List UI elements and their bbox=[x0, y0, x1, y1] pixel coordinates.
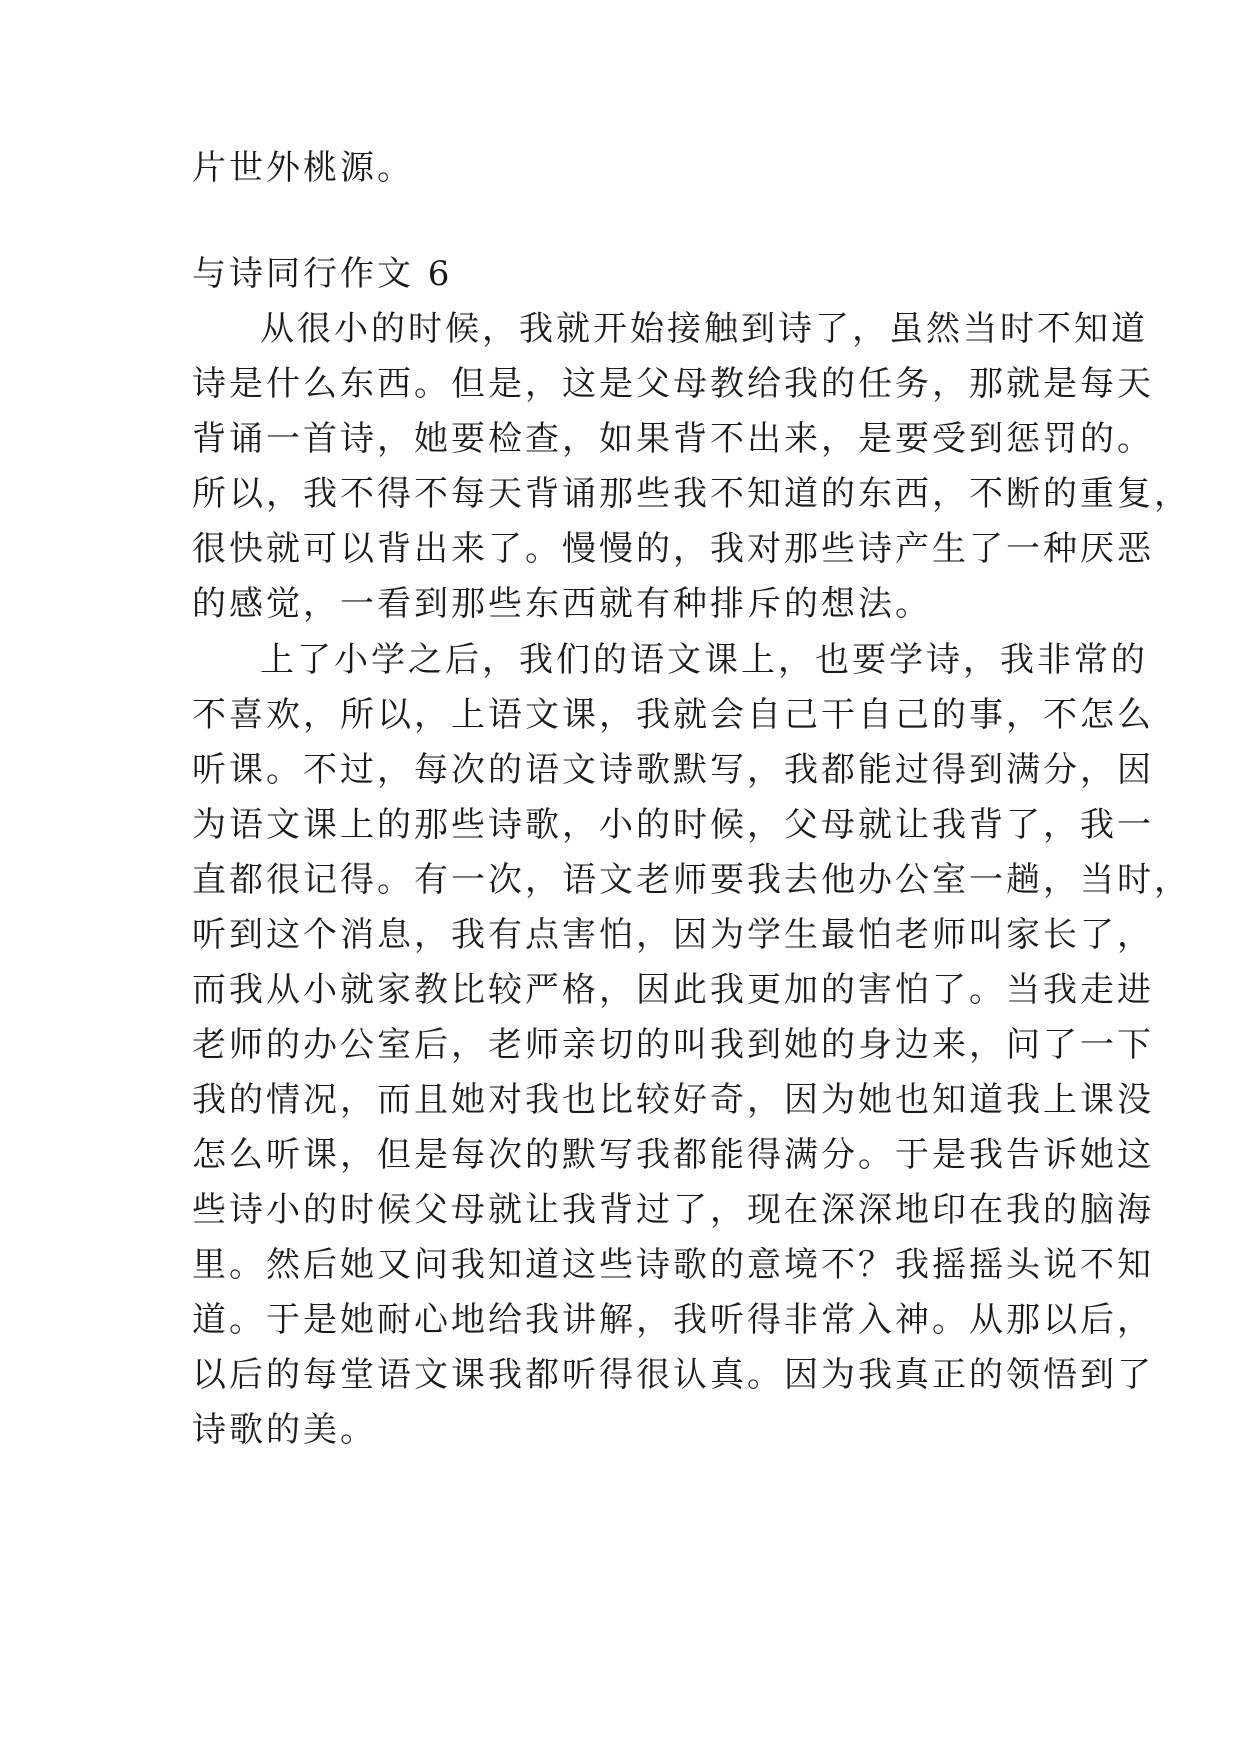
paragraph-2-line-9: 我的情况，而且她对我也比较好奇，因为她也知道我上课没 bbox=[192, 1080, 1154, 1120]
paragraph-1-line-6: 的感觉，一看到那些东西就有种排斥的想法。 bbox=[192, 584, 932, 624]
section-title: 与诗同行作文 6 bbox=[192, 254, 453, 294]
paragraph-1-line-2: 诗是什么东西。但是，这是父母教给我的任务，那就是每天 bbox=[192, 364, 1154, 404]
paragraph-1-line-3: 背诵一首诗，她要检查，如果背不出来，是要受到惩罚的。 bbox=[192, 419, 1154, 459]
paragraph-1-line-5: 很快就可以背出来了。慢慢的，我对那些诗产生了一种厌恶 bbox=[192, 529, 1154, 569]
paragraph-2-line-2: 不喜欢，所以，上语文课，我就会自己干自己的事，不怎么 bbox=[192, 695, 1154, 735]
paragraph-2-line-13: 道。于是她耐心地给我讲解，我听得非常入神。从那以后， bbox=[192, 1300, 1154, 1340]
paragraph-2-line-8: 老师的办公室后，老师亲切的叫我到她的身边来，问了一下 bbox=[192, 1025, 1154, 1065]
paragraph-2-line-14: 以后的每堂语文课我都听得很认真。因为我真正的领悟到了 bbox=[192, 1355, 1154, 1395]
paragraph-1-line-4: 所以，我不得不每天背诵那些我不知道的东西，不断的重复， bbox=[192, 474, 1191, 514]
paragraph-2-line-3: 听课。不过，每次的语文诗歌默写，我都能过得到满分，因 bbox=[192, 750, 1154, 790]
paragraph-2-line-15: 诗歌的美。 bbox=[192, 1410, 377, 1450]
paragraph-2-line-6: 听到这个消息，我有点害怕，因为学生最怕老师叫家长了， bbox=[192, 915, 1154, 955]
paragraph-2-line-7: 而我从小就家教比较严格，因此我更加的害怕了。当我走进 bbox=[192, 970, 1154, 1010]
continued-text: 片世外桃源。 bbox=[192, 148, 414, 188]
paragraph-2-line-1: 上了小学之后，我们的语文课上，也要学诗，我非常的 bbox=[260, 640, 1148, 680]
paragraph-1-line-1: 从很小的时候，我就开始接触到诗了，虽然当时不知道 bbox=[260, 309, 1148, 349]
paragraph-2-line-11: 些诗小的时候父母就让我背过了，现在深深地印在我的脑海 bbox=[192, 1190, 1154, 1230]
paragraph-2-line-12: 里。然后她又问我知道这些诗歌的意境不？我摇摇头说不知 bbox=[192, 1245, 1154, 1285]
paragraph-2-line-4: 为语文课上的那些诗歌，小的时候，父母就让我背了，我一 bbox=[192, 805, 1154, 845]
paragraph-2-line-10: 怎么听课，但是每次的默写我都能得满分。于是我告诉她这 bbox=[192, 1135, 1154, 1175]
paragraph-2-line-5: 直都很记得。有一次，语文老师要我去他办公室一趟，当时， bbox=[192, 860, 1191, 900]
